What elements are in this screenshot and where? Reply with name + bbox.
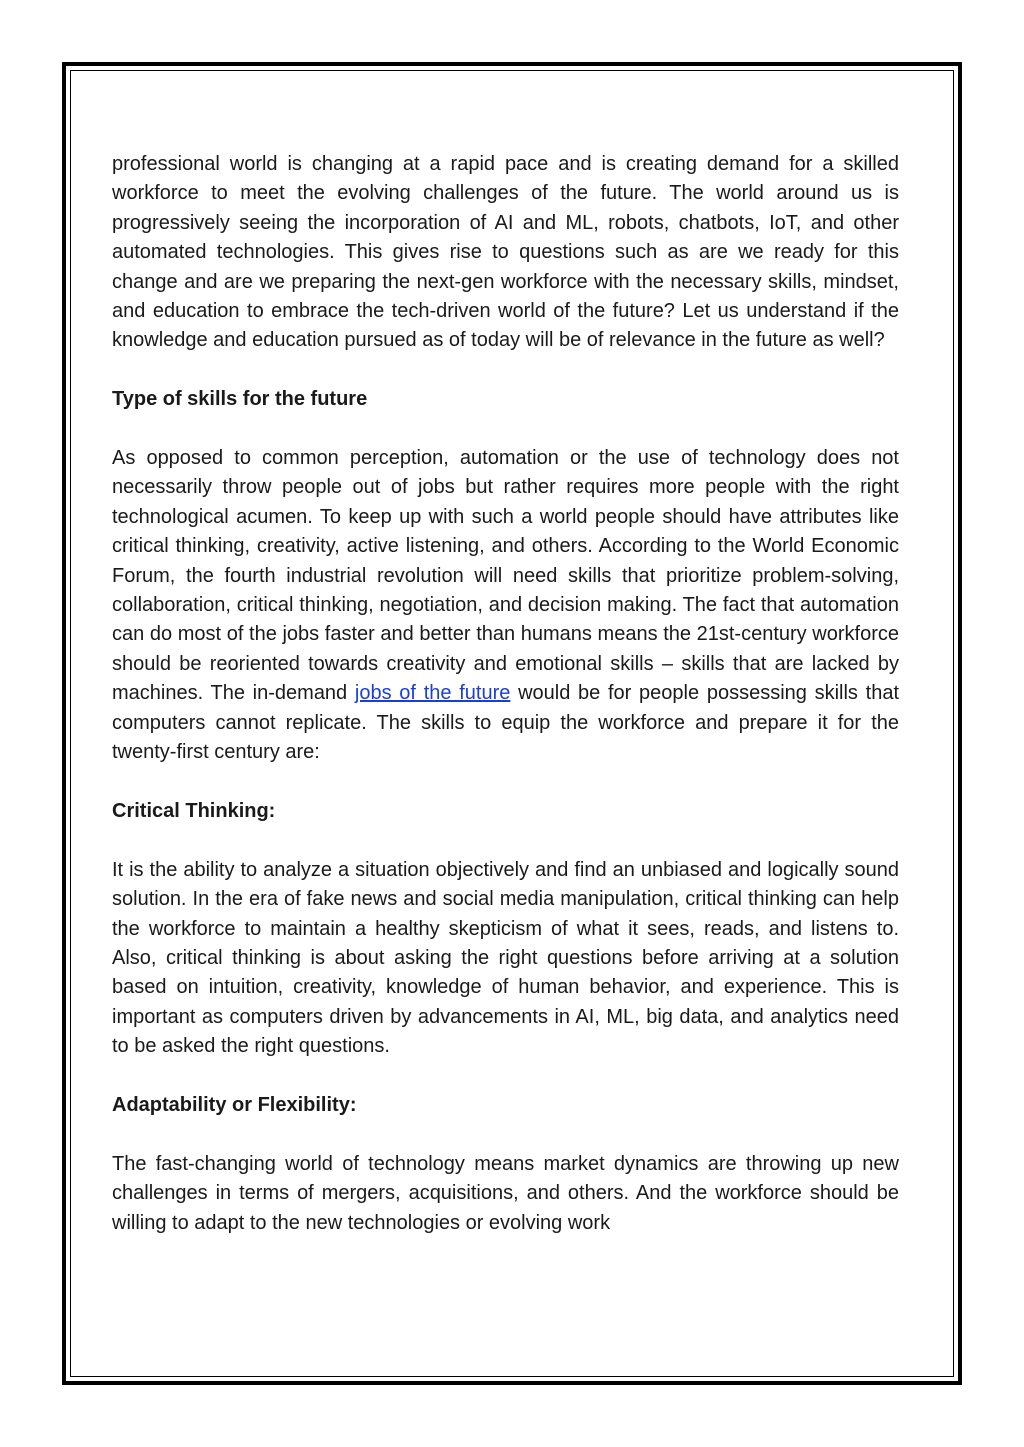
document-body — [112, 150, 899, 1267]
critical-thinking-paragraph: It is the ability to analyze a situation objectively and find an unbiased and logically sound solution. In the era of fake news and social media manipulation, critical thinking can help the workforce to maintain a healthy skepticism of what it sees, reads, and listens to. Also, critical thinking is about asking the right questions before arriving at a solution based on intuition, creativity, knowledge of human behavior, and experience. This is important as computers driven by advancements in AI, ML, big data, and analytics need to be asked the right questions. — [112, 858, 899, 1058]
skills-paragraph-text-2: would be for people possessing skills that computers cannot replicate. The skills to equip the workforce and prepare it for the twenty-first century are: — [112, 682, 899, 764]
intro-paragraph: professional world is changing at a rapid pace and is creating demand for a skilled workforce to meet the evolving challenges of the future. The world around us is progressively seeing the incorporation of AI and ML, robots, chatbots, IoT, and other automated technologies. This gives rise to questions such as are we ready for this change and are we preparing the next-gen workforce with the necessary skills, mindset, and education to embrace the tech-driven world of the future? Let us understand if the knowledge and education pursued as of today will be of relevance in the future as well? — [112, 153, 899, 352]
adaptability-paragraph: The fast-changing world of technology means market dynamics are throwing up new challenges in terms of mergers, acquisitions, and others. And the workforce should be willing to adapt to the new technologies or evolving work — [112, 1152, 899, 1234]
skills-paragraph-text-1: As opposed to common perception, automation or the use of technology does not necessarily throw people out of jobs but rather requires more people with the right technological acumen. To keep up with such a world people should have attributes like critical thinking, creativity, active listening, and others. According to the World Economic Forum, the fourth industrial revolution will need skills that prioritize problem-solving, collaboration, critical thinking, negotiation, and decision making. The fact that automation can do most of the jobs faster and better than humans means the 21st-century workforce should be reoriented towards creativity and emotional skills – skills that are lacked by machines. The in-demand — [112, 447, 899, 705]
heading-type-of-skills: Type of skills for the future — [112, 388, 368, 411]
heading-adaptability: Adaptability or Flexibility: — [112, 1093, 357, 1116]
jobs-of-the-future-link[interactable]: jobs of the future — [354, 682, 511, 705]
skills-paragraph — [112, 444, 899, 767]
heading-critical-thinking: Critical Thinking: — [112, 799, 276, 822]
